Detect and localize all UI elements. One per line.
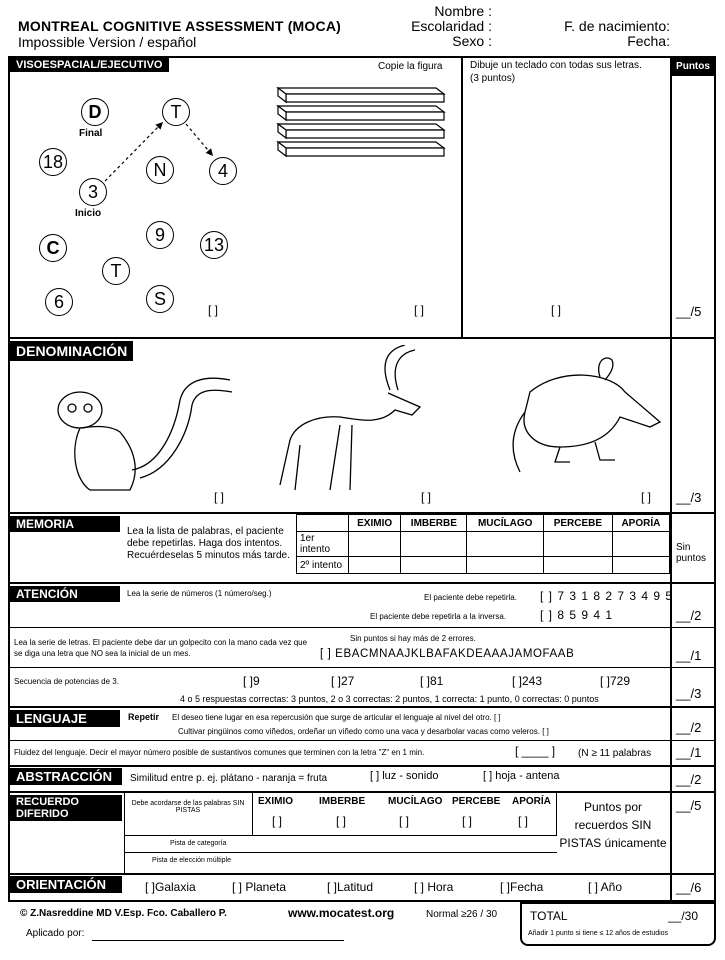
memoria-cell[interactable] [349,557,401,574]
recuerdo-checkbox[interactable]: [ ] [272,814,283,828]
sentence-1[interactable]: El deseo tiene lugar en esa repercusión que surge de articular el lenguaje al nivel del otro. [ ] [172,713,501,722]
field-escolaridad: Escolaridad : [411,18,492,34]
field-fecha: Fecha: [627,33,670,49]
field-sexo: Sexo : [452,33,492,49]
trail-circle: 13 [200,231,228,259]
abstraccion-score: __/2 [676,772,702,787]
memoria-word: EXIMIO [349,515,401,532]
lemur-drawing [40,370,250,500]
recuerdo-word: MUCÍLAGO [388,796,443,807]
memoria-cell[interactable] [612,557,669,574]
trail-circle: 18 [39,148,67,176]
trail-circle: T [102,257,130,285]
memoria-cell[interactable] [349,532,401,557]
orientacion-item[interactable]: [ ]Galaxia [145,880,196,894]
inicio-label: Inicio [75,208,102,219]
memoria-cell[interactable] [401,557,467,574]
divider [8,627,716,628]
orientacion-score: __/6 [676,880,702,895]
letters-seq[interactable]: [ ] EBACMNAAJKLBAFAKDEAAAJAMOFAAB [320,648,575,660]
power-item[interactable]: [ ]729 [600,674,631,688]
recuerdo-checkbox[interactable]: [ ] [399,814,410,828]
pista-multiple: Pista de elección múltiple [152,857,231,864]
power-item[interactable]: [ ]9 [243,674,260,688]
visuo-title: VISOESPACIAL/EJECUTIVO [10,58,169,72]
page-subtitle: Impossible Version / español [18,34,197,50]
denominacion-title: DENOMINACIÓN [10,341,133,361]
trail-circle: 9 [146,221,174,249]
puntos-header: Puntos [671,57,715,76]
trail-circle: 6 [45,288,73,316]
aplicado-label: Aplicado por: [26,928,85,939]
memoria-cell[interactable] [612,532,669,557]
aplicado-line [92,940,344,941]
trail-arrows [0,0,725,340]
field-nacimiento: F. de nacimiento: [564,18,670,34]
memoria-row-label: 2º intento [297,557,349,574]
fluidez-n: (N ≥ 11 palabras [578,748,652,759]
name-checkbox-3[interactable]: [ ] [641,490,652,504]
divider [8,706,716,708]
trail-checkbox[interactable]: [ ] [208,303,219,317]
letters-label: Lea la serie de letras. El paciente debe dar un golpecito con la mano cada vez que se diga una letra que NO sea la inicial de un mes. [14,638,308,658]
name-checkbox-1[interactable]: [ ] [214,490,225,504]
recuerdo-word: EXIMIO [258,796,294,807]
trail-circle: N [146,156,174,184]
power-item[interactable]: [ ]27 [331,674,355,688]
orientacion-item[interactable]: [ ] Planeta [232,880,287,894]
trail-circle: S [146,285,174,313]
normal-threshold: Normal ≥26 / 30 [426,909,498,920]
pista-categoria: Pista de categoría [170,840,227,847]
antelope-drawing [270,345,440,495]
divider [124,835,557,836]
recuerdo-note: Puntos por recuerdos SIN PISTAS únicamente [559,800,667,850]
memoria-title: MEMORIA [10,516,120,532]
draw-points: (3 puntos) [470,73,516,84]
orientacion-item[interactable]: [ ]Latitud [327,880,374,894]
final-label: Final [79,128,103,139]
memoria-cell[interactable] [467,532,544,557]
draw-label: Dibuje un teclado con todas sus letras. [470,60,642,71]
divider [8,337,716,339]
divider [8,873,716,875]
memoria-word: APORÍA [612,515,669,532]
memoria-cell[interactable] [543,557,612,574]
memoria-table [296,514,670,574]
field-nombre: Nombre : [434,3,492,19]
recuerdo-title: RECUERDO DIFERIDO [10,795,122,821]
memoria-word: MUCÍLAGO [467,515,544,532]
atencion-score-1: __/2 [676,608,702,623]
abstraccion-title: ABSTRACCIÓN [10,768,122,785]
denominacion-score: __/3 [676,490,702,505]
atencion-score-2: __/1 [676,648,702,663]
atencion-title: ATENCIÓN [10,586,120,602]
divider [124,791,125,873]
numbers-label: Lea la serie de números (1 número/seg.) [127,589,272,598]
lenguaje-score-2: __/1 [676,745,702,760]
total-note: Añadir 1 punto si tiene ≤ 12 años de estudios [528,930,669,937]
divider [8,582,716,584]
inverse-label: El paciente debe repetirla a la inversa. [370,612,507,621]
inverse-seq[interactable]: [ ] 8 5 9 4 1 [540,608,614,622]
copy-figure [272,84,452,164]
repetir-label: Repetir [128,712,160,722]
power-item[interactable]: [ ]243 [512,674,543,688]
trail-circle: 4 [209,157,237,185]
recuerdo-word: PERCEBE [452,796,501,807]
fluidez-box[interactable]: [ ____ ] [515,744,556,758]
orientacion-item[interactable]: [ ] Hora [414,880,454,894]
divider [124,852,557,853]
copy-checkbox[interactable]: [ ] [414,303,425,317]
draw-checkbox[interactable]: [ ] [551,303,562,317]
orientacion-item[interactable]: [ ]Fecha [500,880,544,894]
atencion-score-3: __/3 [676,686,702,701]
recuerdo-instr: Debe acordarse de las palabras SIN PISTAS [131,800,245,814]
recuerdo-checkbox[interactable]: [ ] [462,814,473,828]
trail-circle: C [39,234,67,262]
trail-circle: D [81,98,109,126]
divider [8,765,716,767]
aardvark-drawing [500,352,670,482]
memoria-cell[interactable] [543,532,612,557]
memoria-cell[interactable] [467,557,544,574]
memoria-row-label: 1er intento [297,532,349,557]
recuerdo-checkbox[interactable]: [ ] [518,814,529,828]
trail-circle: T [162,98,190,126]
visuo-score: __/5 [676,304,702,319]
memoria-instructions: Lea la lista de palabras, el paciente debe repetirlas. Haga dos intentos. Recuérdeselas 5 minutos más tarde. [127,526,290,561]
copy-label: Copie la figura [378,61,443,72]
lenguaje-score-1: __/2 [676,720,702,735]
powers-note: 4 o 5 respuestas correctas: 3 puntos, 2 o 3 correctas: 2 puntos, 1 correcta: 1 punto, 0 correctas: 0 puntos [180,694,599,704]
trail-circle: 3 [79,178,107,206]
recuerdo-word: IMBERBE [319,796,366,807]
copyright: © Z.Nasreddine MD V.Esp. Fco. Caballero P. [20,908,227,919]
page-title: MONTREAL COGNITIVE ASSESSMENT (MOCA) [18,18,341,34]
sentence-2[interactable]: Cultivar pingüinos como viñedos, ordeñar un viñedo como una vaca y desarbolar vacas como veleros. [ ] [178,727,549,736]
divider [8,740,716,741]
divider [8,667,716,668]
memoria-cell[interactable] [401,532,467,557]
abstraccion-opt-2[interactable]: [ ] hoja - antena [483,770,560,782]
recuerdo-checkbox[interactable]: [ ] [336,814,347,828]
fluidez-label: Fluidez del lenguaje. Decir el mayor número posible de sustantivos comunes que terminen con la letra "Z" en 1 min. [14,748,425,757]
repeat-seq[interactable]: [ ] 7 3 1 8 2 7 3 4 9 5 [540,589,674,603]
orientacion-title: ORIENTACIÓN [10,876,122,893]
sin-puntos-label: Sin puntos [676,542,707,564]
lenguaje-title: LENGUAJE [10,710,120,727]
power-item[interactable]: [ ]81 [420,674,444,688]
abstraccion-opt-1[interactable]: [ ] luz - sonido [370,770,439,782]
name-checkbox-2[interactable]: [ ] [421,490,432,504]
orientacion-item[interactable]: [ ] Año [588,880,623,894]
memoria-word: IMBERBE [401,515,467,532]
total-label: TOTAL [530,909,568,923]
letters-note: Sin puntos si hay más de 2 errores. [350,634,476,643]
abstraccion-text: Similitud entre p. ej. plátano - naranja = fruta [130,773,328,784]
repeat-label: El paciente debe repetirla. [424,593,517,602]
website: www.mocatest.org [288,906,395,920]
recuerdo-word: APORÍA [512,796,551,807]
powers-label: Secuencia de potencias de 3. [14,677,119,686]
memoria-word: PERCEBE [543,515,612,532]
total-score: __/30 [668,909,699,923]
recuerdo-score: __/5 [676,798,702,813]
